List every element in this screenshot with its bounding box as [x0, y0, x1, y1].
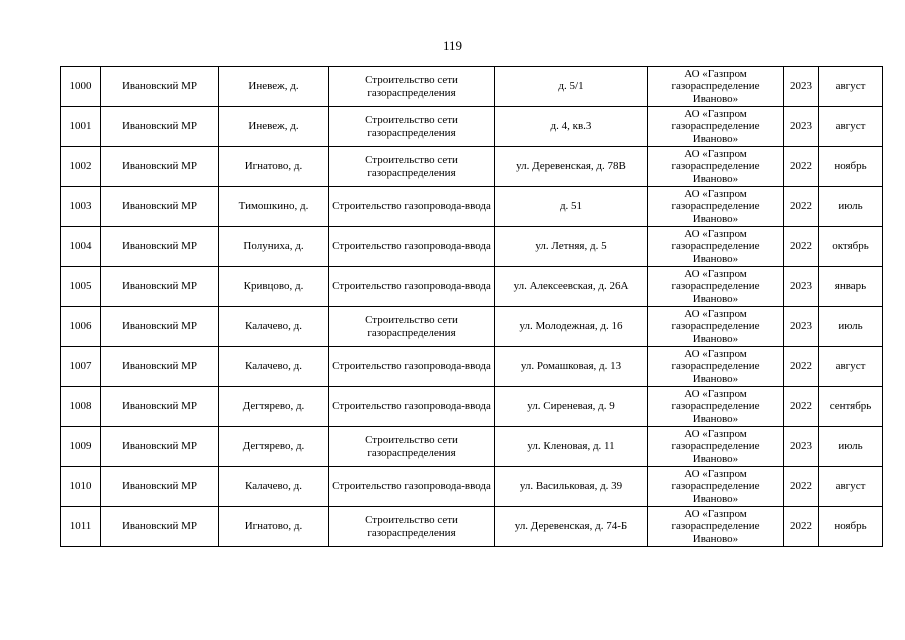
address-cell: ул. Васильковая, д. 39	[495, 467, 648, 507]
district-cell: Ивановский МР	[101, 427, 219, 467]
address-cell: ул. Молодежная, д. 16	[495, 307, 648, 347]
address-cell: ул. Деревенская, д. 74-Б	[495, 507, 648, 547]
organization-cell: АО «Газпром газораспределение Иваново»	[648, 507, 784, 547]
work-type-cell: Строительство газопровода-ввода	[329, 267, 495, 307]
address-cell: ул. Алексеевская, д. 26А	[495, 267, 648, 307]
table-row	[61, 427, 883, 467]
district-cell: Ивановский МР	[101, 187, 219, 227]
organization-cell: АО «Газпром газораспределение Иваново»	[648, 307, 784, 347]
month-cell: июль	[819, 187, 883, 227]
year-cell: 2022	[784, 507, 819, 547]
year-cell: 2022	[784, 147, 819, 187]
month-cell: январь	[819, 267, 883, 307]
record-number-cell: 1003	[61, 187, 101, 227]
work-type-cell: Строительство сети газораспределения	[329, 307, 495, 347]
organization-cell: АО «Газпром газораспределение Иваново»	[648, 387, 784, 427]
table-row	[61, 267, 883, 307]
organization-cell: АО «Газпром газораспределение Иваново»	[648, 347, 784, 387]
locality-cell: Кривцово, д.	[219, 267, 329, 307]
address-cell: ул. Летняя, д. 5	[495, 227, 648, 267]
address-cell: д. 4, кв.3	[495, 107, 648, 147]
locality-cell: Иневеж, д.	[219, 107, 329, 147]
record-number-cell: 1010	[61, 467, 101, 507]
work-type-cell: Строительство газопровода-ввода	[329, 387, 495, 427]
address-cell: ул. Сиреневая, д. 9	[495, 387, 648, 427]
month-cell: сентябрь	[819, 387, 883, 427]
district-cell: Ивановский МР	[101, 467, 219, 507]
record-number-cell: 1005	[61, 267, 101, 307]
month-cell: июль	[819, 307, 883, 347]
work-type-cell: Строительство газопровода-ввода	[329, 467, 495, 507]
work-type-cell: Строительство сети газораспределения	[329, 507, 495, 547]
year-cell: 2022	[784, 347, 819, 387]
organization-cell: АО «Газпром газораспределение Иваново»	[648, 427, 784, 467]
work-type-cell: Строительство сети газораспределения	[329, 67, 495, 107]
organization-cell: АО «Газпром газораспределение Иваново»	[648, 67, 784, 107]
district-cell: Ивановский МР	[101, 147, 219, 187]
district-cell: Ивановский МР	[101, 307, 219, 347]
locality-cell: Калачево, д.	[219, 307, 329, 347]
record-number-cell: 1004	[61, 227, 101, 267]
table-row	[61, 347, 883, 387]
work-type-cell: Строительство газопровода-ввода	[329, 187, 495, 227]
work-type-cell: Строительство газопровода-ввода	[329, 347, 495, 387]
month-cell: август	[819, 347, 883, 387]
month-cell: август	[819, 467, 883, 507]
year-cell: 2022	[784, 387, 819, 427]
locality-cell: Тимошкино, д.	[219, 187, 329, 227]
locality-cell: Дегтярево, д.	[219, 427, 329, 467]
table-row	[61, 307, 883, 347]
locality-cell: Полуниха, д.	[219, 227, 329, 267]
locality-cell: Калачево, д.	[219, 347, 329, 387]
year-cell: 2022	[784, 467, 819, 507]
year-cell: 2023	[784, 267, 819, 307]
year-cell: 2022	[784, 187, 819, 227]
district-cell: Ивановский МР	[101, 507, 219, 547]
organization-cell: АО «Газпром газораспределение Иваново»	[648, 267, 784, 307]
address-cell: д. 5/1	[495, 67, 648, 107]
record-number-cell: 1001	[61, 107, 101, 147]
record-number-cell: 1009	[61, 427, 101, 467]
table-row	[61, 107, 883, 147]
work-type-cell: Строительство сети газораспределения	[329, 107, 495, 147]
locality-cell: Дегтярево, д.	[219, 387, 329, 427]
table-row	[61, 67, 883, 107]
locality-cell: Игнатово, д.	[219, 147, 329, 187]
district-cell: Ивановский МР	[101, 227, 219, 267]
organization-cell: АО «Газпром газораспределение Иваново»	[648, 107, 784, 147]
work-type-cell: Строительство сети газораспределения	[329, 427, 495, 467]
table-row	[61, 227, 883, 267]
year-cell: 2023	[784, 67, 819, 107]
month-cell: октябрь	[819, 227, 883, 267]
table-row	[61, 187, 883, 227]
month-cell: июль	[819, 427, 883, 467]
organization-cell: АО «Газпром газораспределение Иваново»	[648, 187, 784, 227]
year-cell: 2023	[784, 307, 819, 347]
organization-cell: АО «Газпром газораспределение Иваново»	[648, 227, 784, 267]
year-cell: 2023	[784, 107, 819, 147]
locality-cell: Игнатово, д.	[219, 507, 329, 547]
record-number-cell: 1008	[61, 387, 101, 427]
page-number: 119	[442, 38, 463, 53]
work-type-cell: Строительство газопровода-ввода	[329, 227, 495, 267]
month-cell: август	[819, 107, 883, 147]
month-cell: август	[819, 67, 883, 107]
table-row	[61, 387, 883, 427]
address-cell: ул. Кленовая, д. 11	[495, 427, 648, 467]
district-cell: Ивановский МР	[101, 67, 219, 107]
record-number-cell: 1000	[61, 67, 101, 107]
table-body	[61, 67, 883, 547]
locality-cell: Калачево, д.	[219, 467, 329, 507]
address-cell: ул. Ромашковая, д. 13	[495, 347, 648, 387]
year-cell: 2022	[784, 227, 819, 267]
address-cell: д. 51	[495, 187, 648, 227]
record-number-cell: 1007	[61, 347, 101, 387]
organization-cell: АО «Газпром газораспределение Иваново»	[648, 467, 784, 507]
month-cell: ноябрь	[819, 507, 883, 547]
records-table	[60, 66, 883, 547]
work-type-cell: Строительство сети газораспределения	[329, 147, 495, 187]
table-row	[61, 147, 883, 187]
record-number-cell: 1006	[61, 307, 101, 347]
table-row	[61, 507, 883, 547]
year-cell: 2023	[784, 427, 819, 467]
record-number-cell: 1011	[61, 507, 101, 547]
district-cell: Ивановский МР	[101, 347, 219, 387]
district-cell: Ивановский МР	[101, 107, 219, 147]
record-number-cell: 1002	[61, 147, 101, 187]
district-cell: Ивановский МР	[101, 387, 219, 427]
table-row	[61, 467, 883, 507]
locality-cell: Иневеж, д.	[219, 67, 329, 107]
month-cell: ноябрь	[819, 147, 883, 187]
address-cell: ул. Деревенская, д. 78В	[495, 147, 648, 187]
organization-cell: АО «Газпром газораспределение Иваново»	[648, 147, 784, 187]
district-cell: Ивановский МР	[101, 267, 219, 307]
